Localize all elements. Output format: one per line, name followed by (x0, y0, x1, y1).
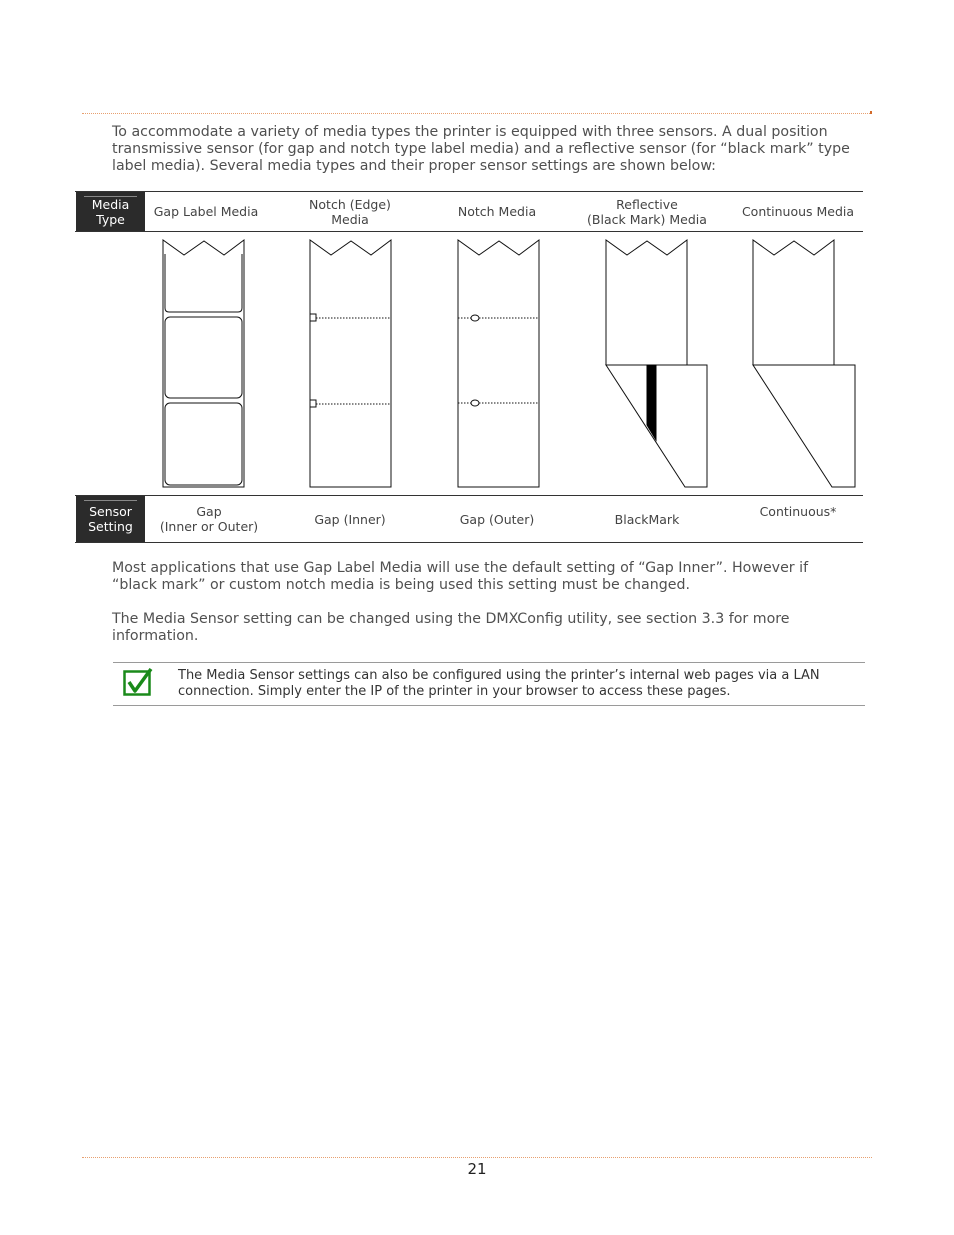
sensor-setting-continuous-text: Continuous* (759, 503, 837, 519)
media-type-notch-text: Notch Media (457, 204, 537, 219)
sensor-setting-gap-outer-text: Gap (Outer) (459, 511, 535, 527)
intro-paragraph: To accommodate a variety of media types the printer is equipped with three sensors. A dual position transmissive sensor (for gap and notch type label media) and a reflective sensor (for “black mark” type label media). Several media types and their proper sensor settings are shown below: (112, 124, 850, 174)
media-diagrams (145, 232, 863, 494)
note-text: The Media Sensor settings can also be configured using the printer’s internal web pages via a LAN connection. Simply enter the IP of the printer in your browser to access these pages. (178, 668, 820, 699)
page-number: 21 (467, 1160, 487, 1178)
media-type-notch (427, 192, 567, 231)
sensor-setting-continuous (733, 496, 863, 526)
sensor-setting-gap-inner-text: Gap (Inner) (314, 511, 386, 527)
media-type-reflective (572, 192, 722, 231)
media-type-gap-label-text: Gap Label Media (153, 204, 259, 219)
media-type-reflective-line1: Reflective (616, 196, 678, 212)
footer-rule (82, 1157, 872, 1158)
media-type-reflective-line2: (Black Mark) Media (587, 211, 707, 227)
sensor-setting-gap-inner (280, 496, 420, 542)
checkmark-icon (123, 668, 153, 696)
sensor-setting-gap-line2: (Inner or Outer) (159, 519, 259, 534)
dmxconfig-paragraph: The Media Sensor setting can be changed using the DMXConfig utility, see section 3.3 for more information. (112, 611, 790, 644)
media-type-header (76, 192, 145, 231)
sensor-setting-header-line1: Sensor (89, 504, 132, 519)
header-rule-mark (870, 111, 872, 114)
notch-media-drawing (458, 240, 539, 487)
sensor-setting-gap (145, 496, 273, 542)
gap-label-media-drawing (163, 240, 244, 487)
note-bottom-rule (113, 705, 865, 706)
sensor-setting-header-line2: Setting (88, 519, 133, 534)
media-type-notch-edge-line1: Notch (Edge) (309, 196, 391, 212)
media-type-notch-edge (280, 192, 420, 231)
media-type-header-line2: Type (96, 211, 125, 227)
media-type-notch-edge-line2: Media (331, 211, 369, 227)
reflective-media-drawing (606, 240, 707, 487)
sensor-setting-header (76, 496, 145, 542)
header-rule (82, 113, 872, 114)
sensor-setting-gap-line1: Gap (196, 504, 222, 519)
media-type-header-line1: Media (91, 196, 130, 212)
notch-edge-media-drawing (310, 240, 391, 487)
media-type-continuous (733, 192, 863, 231)
media-type-continuous-text: Continuous Media (741, 204, 855, 219)
note-top-rule (113, 662, 865, 663)
gap-inner-paragraph: Most applications that use Gap Label Media will use the default setting of “Gap Inner”. However if “black mark” or custom notch media is being used this setting must be changed. (112, 560, 809, 593)
sensor-setting-blackmark (572, 496, 722, 542)
continuous-media-drawing (753, 240, 855, 487)
sensor-setting-blackmark-text: BlackMark (614, 511, 680, 527)
media-type-gap-label (145, 192, 267, 231)
table-bottom-border (75, 542, 863, 543)
sensor-setting-gap-outer (427, 496, 567, 542)
